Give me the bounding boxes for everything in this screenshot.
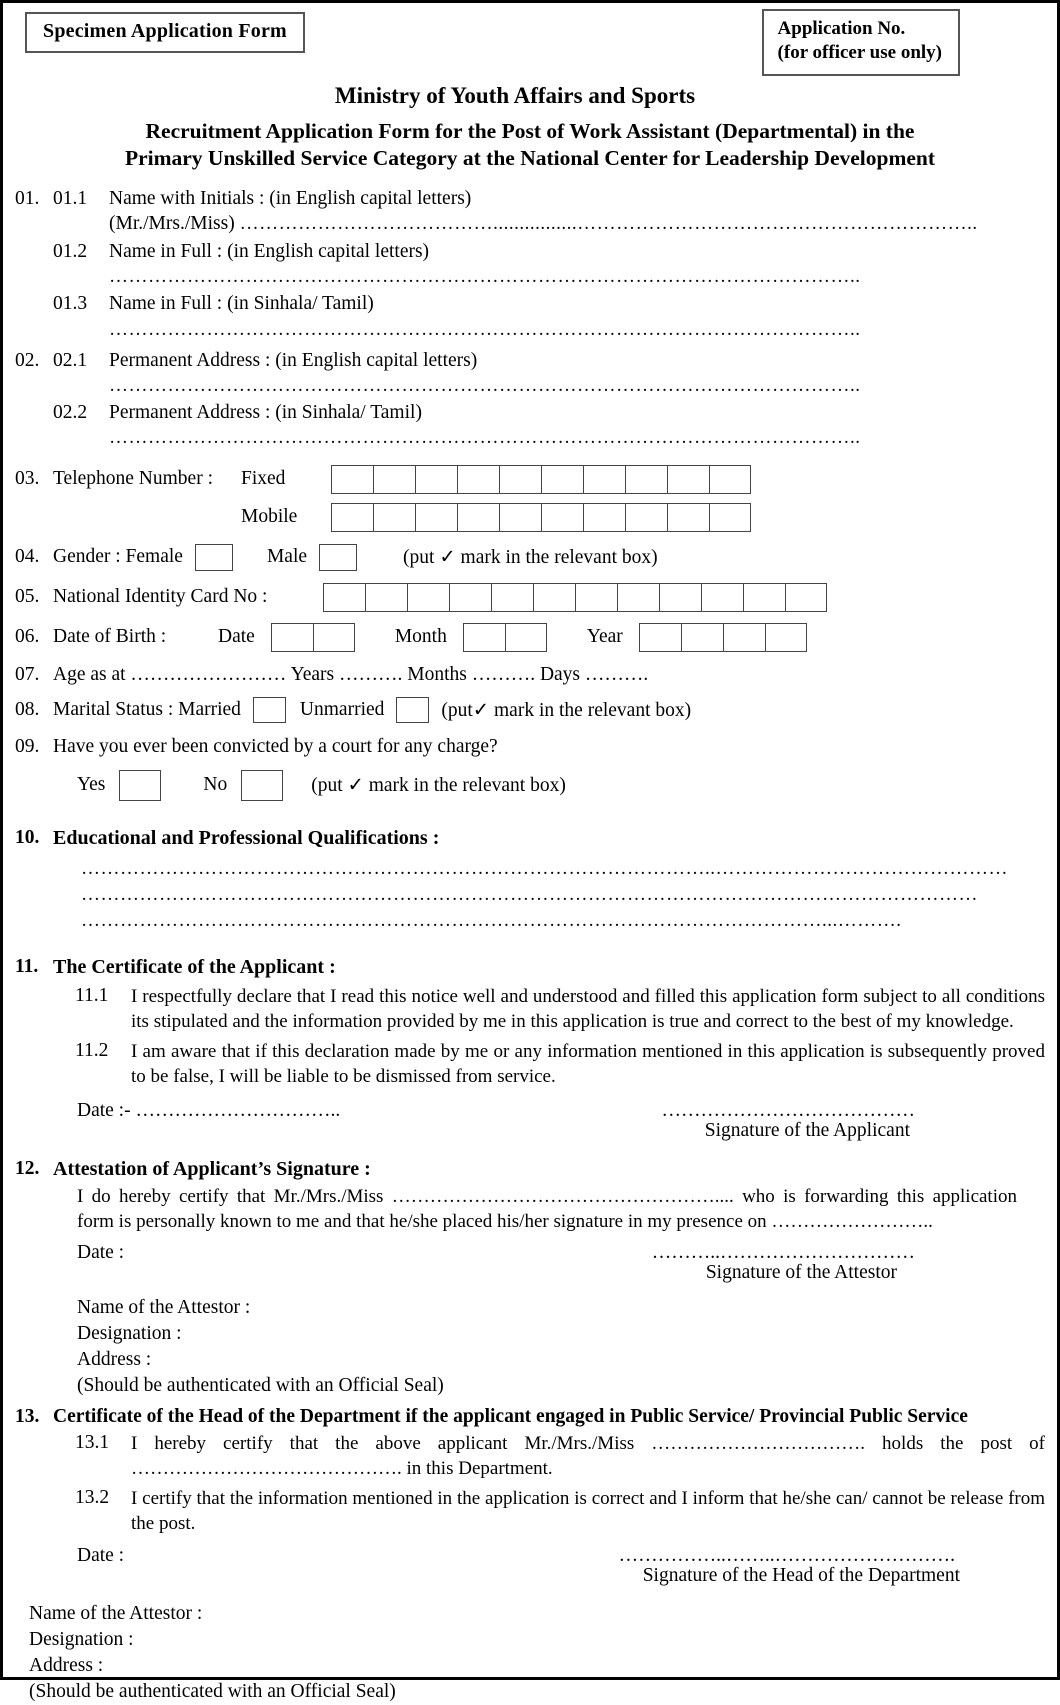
section-13-number: 13. [15, 1405, 40, 1427]
item-11-2-number: 11.2 [75, 1039, 109, 1061]
item-13-2 [75, 1486, 1045, 1536]
form-title-line-1: Recruitment Application Form for the Post of Work Assistant (Departmental) in the [145, 119, 915, 143]
dob-date-digit-box[interactable] [271, 623, 313, 652]
footer-seal-note: (Should be authenticated with an Official Seal) [29, 1680, 396, 1702]
conviction-hint: (put ✓ mark in the relevant box) [311, 775, 566, 797]
section-01-number: 01. [15, 187, 40, 209]
section-01-name [15, 186, 1045, 342]
item-01-2-input-line[interactable]: …………………………………………………………………………………………………….. [109, 266, 861, 288]
item-01-3-number: 01.3 [53, 293, 88, 315]
item-02-1-number: 02.1 [53, 349, 88, 371]
nic-digit-box[interactable] [617, 583, 659, 612]
applicant-signature-caption-wrap [15, 1120, 1045, 1142]
section-09-conviction [15, 736, 1045, 758]
item-01-1-label: Name with Initials : (in English capital letters) [109, 187, 472, 209]
section-11-number: 11. [15, 955, 39, 977]
item-13-1 [75, 1431, 1045, 1481]
section-10-number: 10. [15, 826, 40, 848]
item-02-1-label: Permanent Address : (in English capital letters) [109, 349, 478, 371]
fixed-label: Fixed [241, 468, 286, 490]
mobile-phone-digit-box[interactable] [457, 503, 499, 532]
mobile-phone-digit-box[interactable] [373, 503, 415, 532]
nic-digit-box[interactable] [701, 583, 743, 612]
conviction-yes-label: Yes [77, 774, 106, 796]
fixed-phone-digit-box[interactable] [457, 465, 499, 494]
attestor-details-block [77, 1295, 1045, 1399]
dob-date-boxes[interactable] [271, 623, 355, 652]
item-02-2-label: Permanent Address : (in Sinhala/ Tamil) [109, 402, 422, 424]
item-01-3-label: Name in Full : (in Sinhala/ Tamil) [109, 293, 374, 315]
nic-boxes[interactable] [323, 583, 827, 612]
item-11-1 [75, 984, 1045, 1034]
conviction-question: Have you ever been convicted by a court for any charge? [53, 735, 498, 757]
nic-digit-box[interactable] [449, 583, 491, 612]
applicant-signature-dots[interactable]: ………………………………… [661, 1099, 915, 1121]
dob-label: Date of Birth : [53, 626, 167, 648]
fixed-phone-digit-box[interactable] [709, 465, 751, 494]
form-title-line-2: Primary Unskilled Service Category at the National Center for Leadership Development [124, 145, 936, 170]
conviction-no-label: No [203, 774, 228, 796]
item-13-1-number: 13.1 [75, 1431, 110, 1453]
item-01-2-number: 01.2 [53, 240, 88, 262]
gender-hint: (put ✓ mark in the relevant box) [403, 547, 658, 569]
section-06-dob [15, 623, 1045, 652]
mobile-phone-digit-box[interactable] [499, 503, 541, 532]
mobile-phone-digit-box[interactable] [541, 503, 583, 532]
section-09-number: 09. [15, 735, 40, 757]
attestation-body: I do hereby certify that Mr./Mrs./Miss …………………………………………….... who is forwarding this application form is personally known to me and that he/she placed his/her signature in my presence on …………………….. [77, 1185, 1017, 1232]
attestor-designation-field[interactable]: Designation : [77, 1322, 182, 1344]
dob-year-label: Year [586, 626, 623, 648]
attestor-address-field[interactable]: Address : [77, 1348, 152, 1370]
footer-address-field[interactable]: Address : [29, 1654, 104, 1676]
section-03-telephone [15, 465, 1045, 532]
specimen-label: Specimen Application Form [43, 20, 287, 42]
specimen-application-form-badge [25, 12, 305, 53]
qualifications-line-1[interactable]: ……………………………………………………………………………………..……………………………………… [81, 857, 1008, 879]
attestor-name-field[interactable]: Name of the Attestor : [77, 1296, 251, 1318]
mobile-phone-digit-box[interactable] [709, 503, 751, 532]
unmarried-checkbox[interactable] [396, 697, 429, 723]
header-top-row [15, 9, 1045, 81]
item-11-1-text: I respectfully declare that I read this notice well and understood and filled this application form subject to all conditions its stipulated and the information provided by me in this application is true and correct to the best of my knowledge. [131, 985, 1045, 1032]
dob-month-boxes[interactable] [463, 623, 547, 652]
dob-year-digit-box[interactable] [723, 623, 765, 652]
item-01-1-dots: …………………………………................…………………………………………………….. [239, 213, 978, 235]
head-signature-caption-wrap [15, 1565, 1045, 1587]
fixed-phone-digit-box[interactable] [415, 465, 457, 494]
fixed-phone-digit-box[interactable] [331, 465, 373, 494]
conviction-yes-checkbox[interactable] [119, 770, 161, 801]
application-no-label: Application No. [777, 18, 906, 39]
section-11-certificate [15, 956, 1045, 979]
nic-digit-box[interactable] [365, 583, 407, 612]
item-01-3-input-line[interactable]: …………………………………………………………………………………………………….. [109, 318, 861, 340]
married-checkbox[interactable] [253, 697, 286, 723]
nic-digit-box[interactable] [491, 583, 533, 612]
dob-month-digit-box[interactable] [463, 623, 505, 652]
head-signature-row [77, 1545, 1045, 1567]
qualifications-line-3[interactable]: ……………………………………………………………………………………………………...………. [81, 909, 902, 931]
item-13-1-text: I hereby certify that the above applicant Mr./Mrs./Miss ……………………………. holds the post of ……………………………………. in this Department. [131, 1432, 1045, 1479]
section-02-number: 02. [15, 349, 40, 371]
nic-digit-box[interactable] [659, 583, 701, 612]
conviction-no-checkbox[interactable] [241, 770, 283, 801]
dob-date-label: Date [218, 626, 255, 648]
section-06-number: 06. [15, 626, 40, 648]
mobile-phone-digit-box[interactable] [625, 503, 667, 532]
telephone-label: Telephone Number : [53, 468, 213, 490]
nic-digit-box[interactable] [407, 583, 449, 612]
qualifications-line-2[interactable]: ………………………………………………………………………………………………………………………… [81, 883, 978, 905]
nic-digit-box[interactable] [743, 583, 785, 612]
mobile-phone-digit-box[interactable] [415, 503, 457, 532]
nic-digit-box[interactable] [323, 583, 365, 612]
item-11-2 [75, 1039, 1045, 1089]
section-05-number: 05. [15, 586, 40, 608]
section-13-head-of-department [15, 1406, 1045, 1428]
section-12-attestation [15, 1158, 1045, 1181]
marital-hint: (put✓ mark in the relevant box) [441, 699, 692, 721]
section-10-qualifications [15, 827, 1045, 850]
gender-male-checkbox[interactable] [319, 544, 357, 571]
section-04-gender [15, 544, 1045, 571]
nic-digit-box[interactable] [575, 583, 617, 612]
item-02-2-number: 02.2 [53, 402, 88, 424]
form-title [15, 118, 1045, 172]
ministry-title: Ministry of Youth Affairs and Sports [334, 83, 696, 108]
application-number-box[interactable] [762, 9, 960, 76]
fixed-phone-digit-box[interactable] [373, 465, 415, 494]
mobile-phone-digit-box[interactable] [583, 503, 625, 532]
item-11-1-number: 11.1 [75, 984, 109, 1006]
section-12-number: 12. [15, 1157, 40, 1179]
attestor-signature-caption-wrap [15, 1262, 1045, 1284]
attestor-signature-caption: Signature of the Attestor [705, 1261, 897, 1283]
dob-month-label: Month [394, 626, 447, 648]
nic-label: National Identity Card No : [53, 586, 268, 608]
mobile-phone-digit-box[interactable] [667, 503, 709, 532]
fixed-phone-boxes[interactable] [331, 465, 751, 494]
head-of-department-heading: Certificate of the Head of the Department if the applicant engaged in Public Service/ Provincial Public Service [53, 1405, 968, 1427]
item-01-1-number: 01.1 [53, 187, 88, 209]
dob-month-digit-box[interactable] [505, 623, 547, 652]
gender-female-checkbox[interactable] [195, 544, 233, 571]
qualifications-heading: Educational and Professional Qualifications : [53, 826, 440, 849]
attestor-signature-dots[interactable]: ………..………………………… [651, 1241, 915, 1263]
section-03-number: 03. [15, 468, 40, 490]
item-01-2-label: Name in Full : (in English capital letters) [109, 240, 430, 262]
dob-year-digit-box[interactable] [681, 623, 723, 652]
conviction-answer-row [77, 770, 1045, 801]
dob-year-boxes[interactable] [639, 623, 807, 652]
item-02-2-input-line[interactable]: …………………………………………………………………………………………………….. [109, 427, 861, 449]
nic-digit-box[interactable] [785, 583, 827, 612]
item-11-2-text: I am aware that if this declaration made by me or any information mentioned in this application is subsequently proved to be false, I will be liable to be dismissed from service. [131, 1040, 1045, 1087]
mr-mrs-miss-prefix: (Mr./Mrs./Miss) [109, 213, 235, 235]
section-04-number: 04. [15, 546, 40, 568]
married-label: Marital Status : Married [53, 698, 241, 720]
item-02-1-input-line[interactable]: …………………………………………………………………………………………………….. [109, 375, 861, 397]
item-13-2-number: 13.2 [75, 1486, 110, 1508]
section-07-age [15, 664, 1045, 686]
head-signature-caption: Signature of the Head of the Department [642, 1564, 960, 1586]
mobile-phone-digit-box[interactable] [331, 503, 373, 532]
fixed-phone-digit-box[interactable] [499, 465, 541, 494]
applicant-signature-caption: Signature of the Applicant [704, 1119, 910, 1141]
section-05-nic [15, 583, 1045, 612]
section-02-address [15, 348, 1045, 451]
attestor-date-field[interactable]: Date : [77, 1241, 125, 1263]
attestation-heading: Attestation of Applicant’s Signature : [53, 1157, 371, 1180]
fixed-phone-digit-box[interactable] [541, 465, 583, 494]
head-signature-dots[interactable]: ……………..……..………………………. [618, 1544, 955, 1566]
attestor-seal-note: (Should be authenticated with an Official Seal) [77, 1374, 444, 1396]
section-07-number: 07. [15, 663, 40, 685]
item-13-2-text: I certify that the information mentioned in the application is correct and I inform that he/she can/ cannot be release from the post. [131, 1487, 1045, 1534]
footer-attestor-name-field[interactable]: Name of the Attestor : [29, 1602, 203, 1624]
dob-year-digit-box[interactable] [765, 623, 807, 652]
officer-use-note: (for officer use only) [777, 41, 942, 63]
section-08-marital-status [15, 697, 1045, 723]
item-01-1-input-line[interactable] [109, 211, 1045, 237]
dob-year-digit-box[interactable] [639, 623, 681, 652]
mobile-label: Mobile [241, 506, 298, 528]
section-08-number: 08. [15, 698, 40, 720]
applicant-date-field[interactable]: Date :- ………………………….. [77, 1099, 341, 1121]
gender-male-label: Male [266, 546, 308, 568]
applicant-signature-row [77, 1100, 1045, 1122]
mobile-phone-boxes[interactable] [331, 503, 751, 532]
dob-date-digit-box[interactable] [313, 623, 355, 652]
certificate-heading: The Certificate of the Applicant : [53, 955, 336, 978]
head-date-field[interactable]: Date : [77, 1544, 125, 1566]
fixed-phone-digit-box[interactable] [583, 465, 625, 494]
gender-female-label: Gender : Female [53, 546, 183, 568]
attestor-signature-row [77, 1242, 1045, 1264]
footer-attestor-block [29, 1601, 1045, 1705]
unmarried-label: Unmarried [299, 698, 385, 720]
age-line[interactable]: Age as at …………………… Years ………. Months ………. Days ………. [53, 663, 649, 685]
fixed-phone-digit-box[interactable] [667, 465, 709, 494]
nic-digit-box[interactable] [533, 583, 575, 612]
footer-designation-field[interactable]: Designation : [29, 1628, 134, 1650]
fixed-phone-digit-box[interactable] [625, 465, 667, 494]
